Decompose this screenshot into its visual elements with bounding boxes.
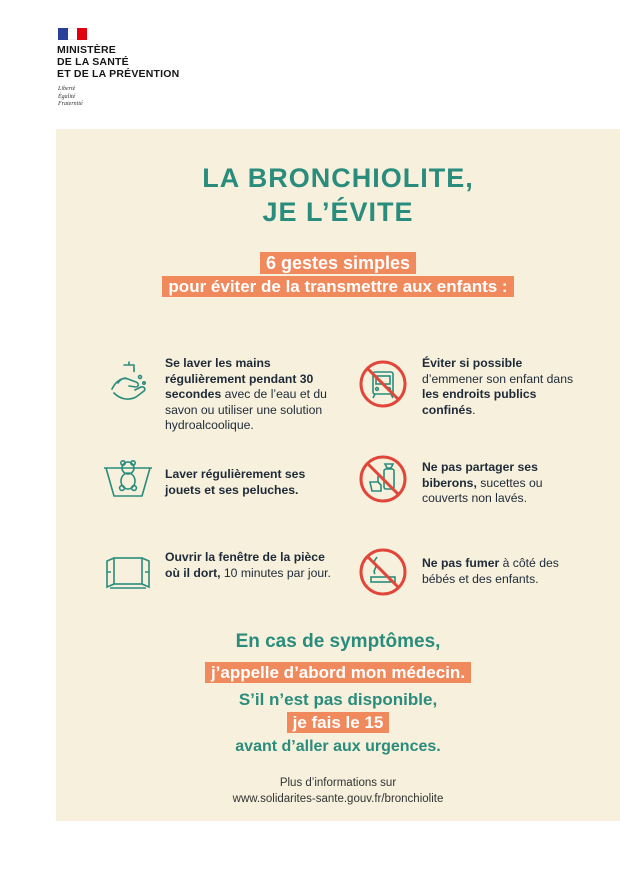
tip-no-smoking bbox=[422, 556, 582, 587]
tip-no-sharing bbox=[422, 460, 582, 507]
tip-open-window bbox=[165, 550, 337, 581]
tip-handwash bbox=[165, 356, 337, 434]
motto-line: Égalité bbox=[58, 93, 76, 100]
symptoms-heading: En cas de symptômes, bbox=[235, 631, 441, 652]
republic-motto bbox=[58, 86, 83, 109]
no-bottle-sharing-icon bbox=[358, 454, 408, 504]
tip-text: d’emmener son enfant dans bbox=[422, 371, 574, 386]
subtitle-line2: pour éviter de la transmettre aux enfants : bbox=[162, 276, 513, 297]
subtitle-line2-wrap bbox=[56, 277, 620, 297]
ministry-line: ET DE LA PRÉVENTION bbox=[57, 68, 180, 80]
call-15: je fais le 15 bbox=[287, 712, 390, 733]
ministry-name bbox=[57, 44, 179, 80]
tip-text: avec de l’eau et du savon ou utiliser une solution hydroalcoolique. bbox=[165, 387, 327, 432]
tip-text: sucettes ou couverts non lavés. bbox=[422, 475, 543, 505]
teddy-bear-wash-icon bbox=[102, 454, 154, 500]
tip-text: 10 minutes par jour. bbox=[220, 565, 331, 580]
subtitle-line1-wrap bbox=[56, 253, 620, 274]
call-doctor: j’appelle d’abord mon médecin. bbox=[205, 662, 471, 683]
doctor-unavailable: S’il n’est pas disponible, bbox=[238, 690, 438, 709]
tip-no-public-places bbox=[422, 356, 582, 418]
motto-line: Fraternité bbox=[58, 101, 83, 107]
tip-bold-text: Ne pas fumer bbox=[422, 556, 500, 570]
tip-bold-text: Ne pas partager ses biberons, bbox=[422, 460, 538, 490]
motto-line: Liberté bbox=[58, 86, 76, 92]
before-emergency: avant d’aller aux urgences. bbox=[235, 738, 441, 755]
more-info-url: www.solidarites-sante.gouv.fr/bronchiolite bbox=[232, 793, 444, 805]
subtitle-line1: 6 gestes simples bbox=[260, 252, 416, 274]
handwash-icon bbox=[104, 359, 154, 409]
tip-text: . bbox=[472, 402, 476, 417]
tip-bold-text: Éviter si possible bbox=[422, 356, 523, 370]
tip-wash-toys bbox=[165, 467, 337, 498]
no-transport-icon bbox=[358, 359, 408, 409]
ministry-line: DE LA SANTÉ bbox=[57, 56, 129, 68]
no-smoking-icon bbox=[358, 547, 408, 597]
poster-title-line2: JE L’ÉVITE bbox=[262, 197, 414, 227]
poster bbox=[56, 129, 620, 821]
tip-text: à côté des bébés et des enfants. bbox=[422, 556, 559, 586]
more-info-label: Plus d’informations sur bbox=[279, 777, 397, 789]
marianne-flag-logo bbox=[58, 28, 87, 40]
tip-bold-text: Se laver les mains régulièrement pendant 30 secondes bbox=[165, 356, 314, 401]
poster-title-line1: LA BRONCHIOLITE, bbox=[202, 163, 474, 193]
call-15-wrap bbox=[56, 713, 620, 733]
call-doctor-wrap bbox=[56, 663, 620, 683]
tip-bold-text: les endroits publics confinés bbox=[422, 387, 537, 417]
tip-bold-text: Ouvrir la fenêtre de la pièce où il dort, bbox=[165, 550, 325, 580]
open-window-icon bbox=[104, 554, 152, 590]
tip-bold-text: Laver régulièrement ses jouets et ses peluches. bbox=[165, 467, 306, 497]
ministry-line: MINISTÈRE bbox=[57, 44, 116, 56]
